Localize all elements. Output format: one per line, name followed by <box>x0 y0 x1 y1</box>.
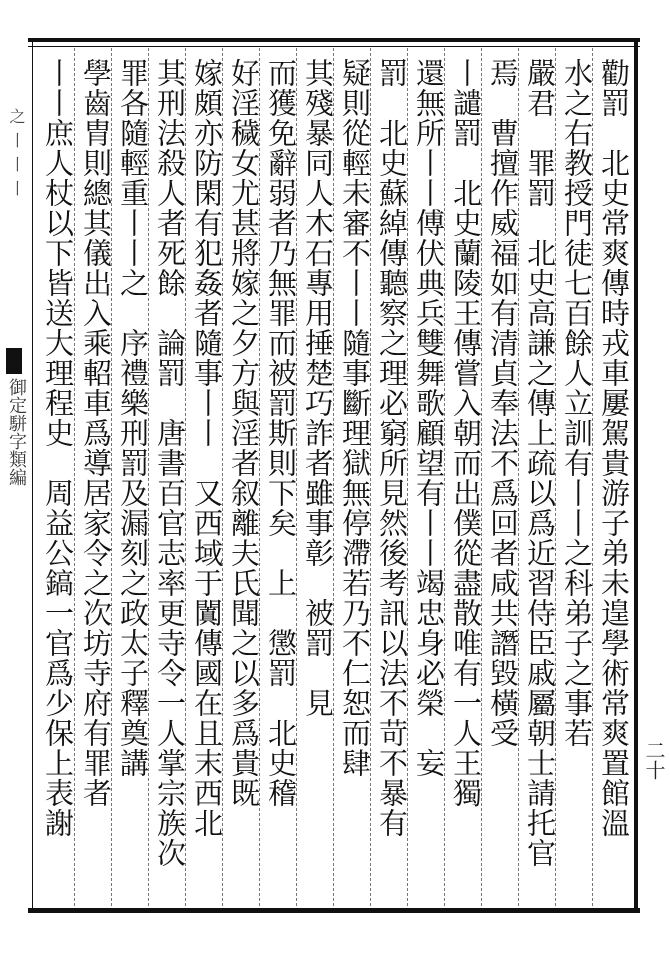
folio-number: 二十 <box>642 740 666 780</box>
right-border <box>634 38 638 913</box>
text-column-2: 水之右教授門徒七百餘人立訓有丨丨之科弟子之事若 <box>560 58 594 748</box>
outer-margin <box>0 48 26 908</box>
text-column-7: 罰 北史蘇綽傳聽察之理必窮所見然後考訊以法不苛不暴有 <box>375 58 409 838</box>
text-column-13: 其刑法殺人者死餘 論罰 唐書百官志率更寺令一人掌宗族次 <box>153 58 187 868</box>
text-column-12: 嫁頗亦防閑有犯姦者隨事丨丨 又西域于闐傳國在且末西北 <box>190 58 224 838</box>
text-column-1: 勸罰 北史常爽傳時戎車屢駕貴游子弟未遑學術常爽置館溫 <box>597 58 631 838</box>
top-inner-border <box>28 46 640 47</box>
fishtail-mark <box>6 348 22 374</box>
text-column-9: 其殘暴同人木石專用捶楚巧詐者雖事彰 被罰 見 <box>301 58 335 718</box>
book-title: 御定駢字類編 <box>6 378 27 486</box>
text-column-15: 學齒胄則總其儀出入乘軺車爲導居家令之次坊寺府有罪者 <box>79 58 113 808</box>
text-column-10: 而獲免辭弱者乃無罪而被罰斯則下矣 上 懲罰 北史稽 <box>264 58 298 808</box>
left-border <box>32 38 33 913</box>
text-column-8: 疑則從輕未審不丨丨隨事斷理獄無停滯若乃不仁恕而肆 <box>338 58 372 778</box>
text-column-3: 嚴君 罪罰 北史高謙之傳上疏以爲近習侍臣戚屬朝士請托官 <box>523 58 557 868</box>
text-column-14: 罪各隨輕重丨丨之 序禮樂刑罰及漏刻之政太子釋奠講 <box>116 58 150 778</box>
text-column-4: 焉 曹擅作威福如有清貞奉法不爲回者咸共譖毀橫受 <box>486 58 520 748</box>
bottom-border <box>28 908 640 913</box>
text-column-5: 丨譴罰 北史蘭陵王傳嘗入朝而出僕從盡散唯有一人王獨 <box>449 58 483 808</box>
text-column-6: 還無所丨丨傅伏典兵雙舞歌顧望有丨丨竭忠身必榮 妄 <box>412 58 446 778</box>
text-column-11: 好淫穢女尤甚將嫁之夕方與淫者叙離夫氏聞之以多爲貴既 <box>227 58 261 808</box>
margin-marks: 之丨丨丨 <box>7 108 26 204</box>
top-border <box>28 38 640 42</box>
text-column-16: 丨丨庶人杖以下皆送大理程史 周益公鎬一官爲少保上表謝 <box>41 58 75 838</box>
